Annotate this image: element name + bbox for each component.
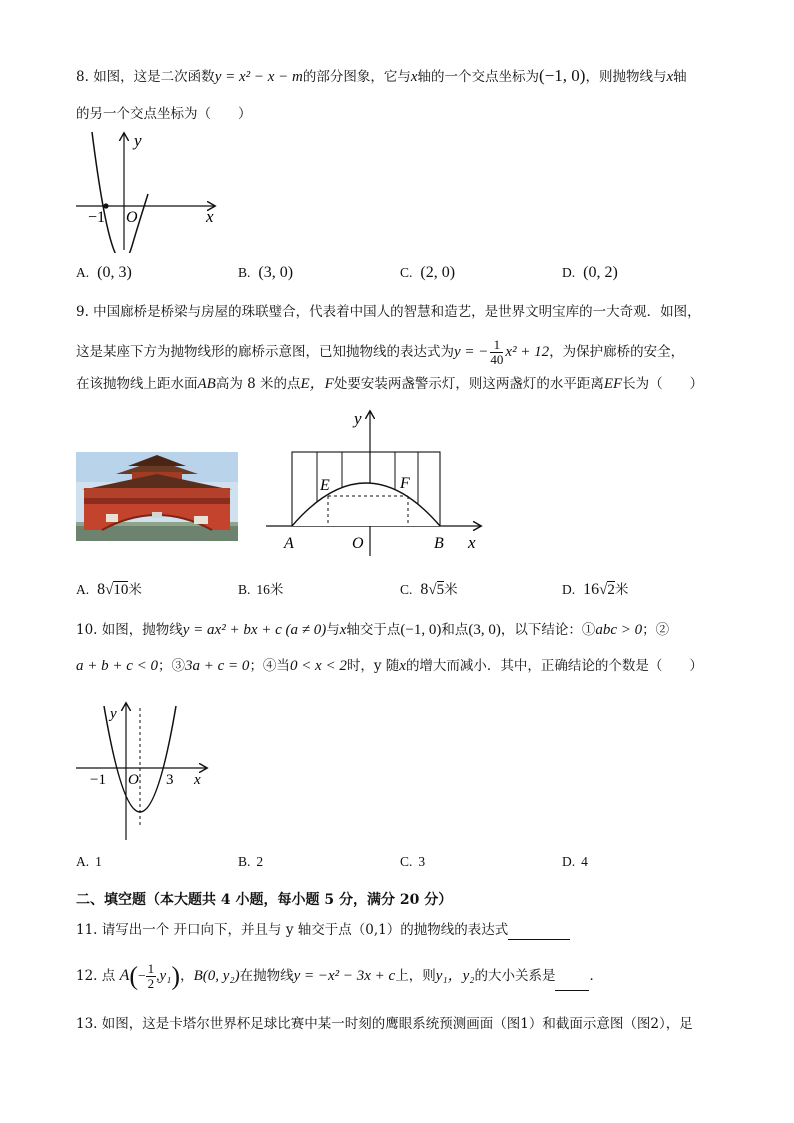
q9-stem-line1: 9. 中国廊桥是桥梁与房屋的珠联璧合，代表着中国人的智慧和造艺，是世界文明宝库的一大奇观．如图， [76,304,701,320]
three-label: 3 [166,772,174,788]
q11-answer-blank[interactable] [508,925,570,940]
b-label: B [434,535,444,552]
q12-answer-blank[interactable] [555,976,589,991]
q8-option-c[interactable]: C. (2, 0) [400,264,456,281]
q9-option-a[interactable]: A. 8√10米 [76,581,142,598]
e-label: E [320,477,330,494]
q9-bridge-diagram [262,408,486,558]
intersection-point [103,203,108,208]
q8-option-b[interactable]: B. (3, 0) [238,264,294,281]
origin-label: O [128,772,139,788]
section-fill-in-heading: 二、填空题（本大题共 4 小题，每小题 5 分，满分 20 分） [76,892,453,908]
q10-option-a[interactable]: A. 1 [76,854,102,869]
origin-label: O [126,209,138,226]
neg1-label: −1 [88,209,106,226]
q8-parabola-graph [76,128,226,253]
x-label: x [206,207,214,226]
y-label: y [354,409,362,428]
parabola-curve [92,132,148,253]
q12-stem: 12. 点 A(− $\frac{1}{2}$ ,y₁)，B(0, y₂)在抛物线y = −x² − 3x + c上，则y₁，y₂的大小关系是 ． [76,961,603,991]
y-label: y [134,131,142,150]
q10-stem-line1: 10. 如图，抛物线y = ax² + bx + c (a ≠ 0)与x轴交于点(−1, 0)和点(3, 0)，以下结论：①abc > 0；② [76,622,670,638]
a-label: A [284,535,294,552]
q11-stem: 11. 请写出一个 开口向下，并且与 y 轴交于点（0,1）的抛物线的表达式 [76,920,570,940]
q10-option-d[interactable]: D. 4 [562,854,588,869]
x-label: x [194,772,201,788]
q10-stem-line2: a + b + c < 0；③3a + c = 0；④当0 < x < 2时，y 随x的增大而减小．其中，正确结论的个数是（ ） [76,658,703,674]
q13-stem: 13. 如图，这是卡塔尔世界杯足球比赛中某一时刻的鹰眼系统预测画面（图1）和截面示意图（图2），足 [76,1016,693,1032]
covered-bridge-photo [76,452,238,541]
q9-stem-line3: 在该抛物线上距水面AB高为 8 米的点E，F处要安装两盏警示灯，则这两盏灯的水平距离EF长为（ ） [76,376,704,392]
q10-option-b[interactable]: B. 2 [238,854,264,869]
q8-stem-line2: 的另一个交点坐标为（ ） [76,106,252,122]
q10-option-c[interactable]: C. 3 [400,854,426,869]
x-label: x [468,533,476,552]
q9-option-c[interactable]: C. 8√5米 [400,581,458,598]
q10-parabola-graph [76,700,212,842]
q9-stem-line2: 这是某座下方为抛物线形的廊桥示意图，已知抛物线的表达式为y = − $\frac{1}{40}$ x² + 12，为保护廊桥的安全， [76,337,685,367]
q9-option-d[interactable]: D. 16√2米 [562,581,629,598]
q9-option-b[interactable]: B. 16米 [238,582,284,598]
q8-stem-line1: 8. 如图，这是二次函数y = x² − x − m的部分图象，它与x轴的一个交点坐标为(−1, 0)，则抛物线与x轴 [76,66,687,85]
q8-option-d[interactable]: D. (0, 2) [562,264,618,281]
neg1-label: −1 [90,772,106,788]
y-label: y [110,706,117,722]
f-label: F [400,475,410,492]
o-label: O [352,535,364,552]
q8-option-a[interactable]: A. (0, 3) [76,264,132,281]
